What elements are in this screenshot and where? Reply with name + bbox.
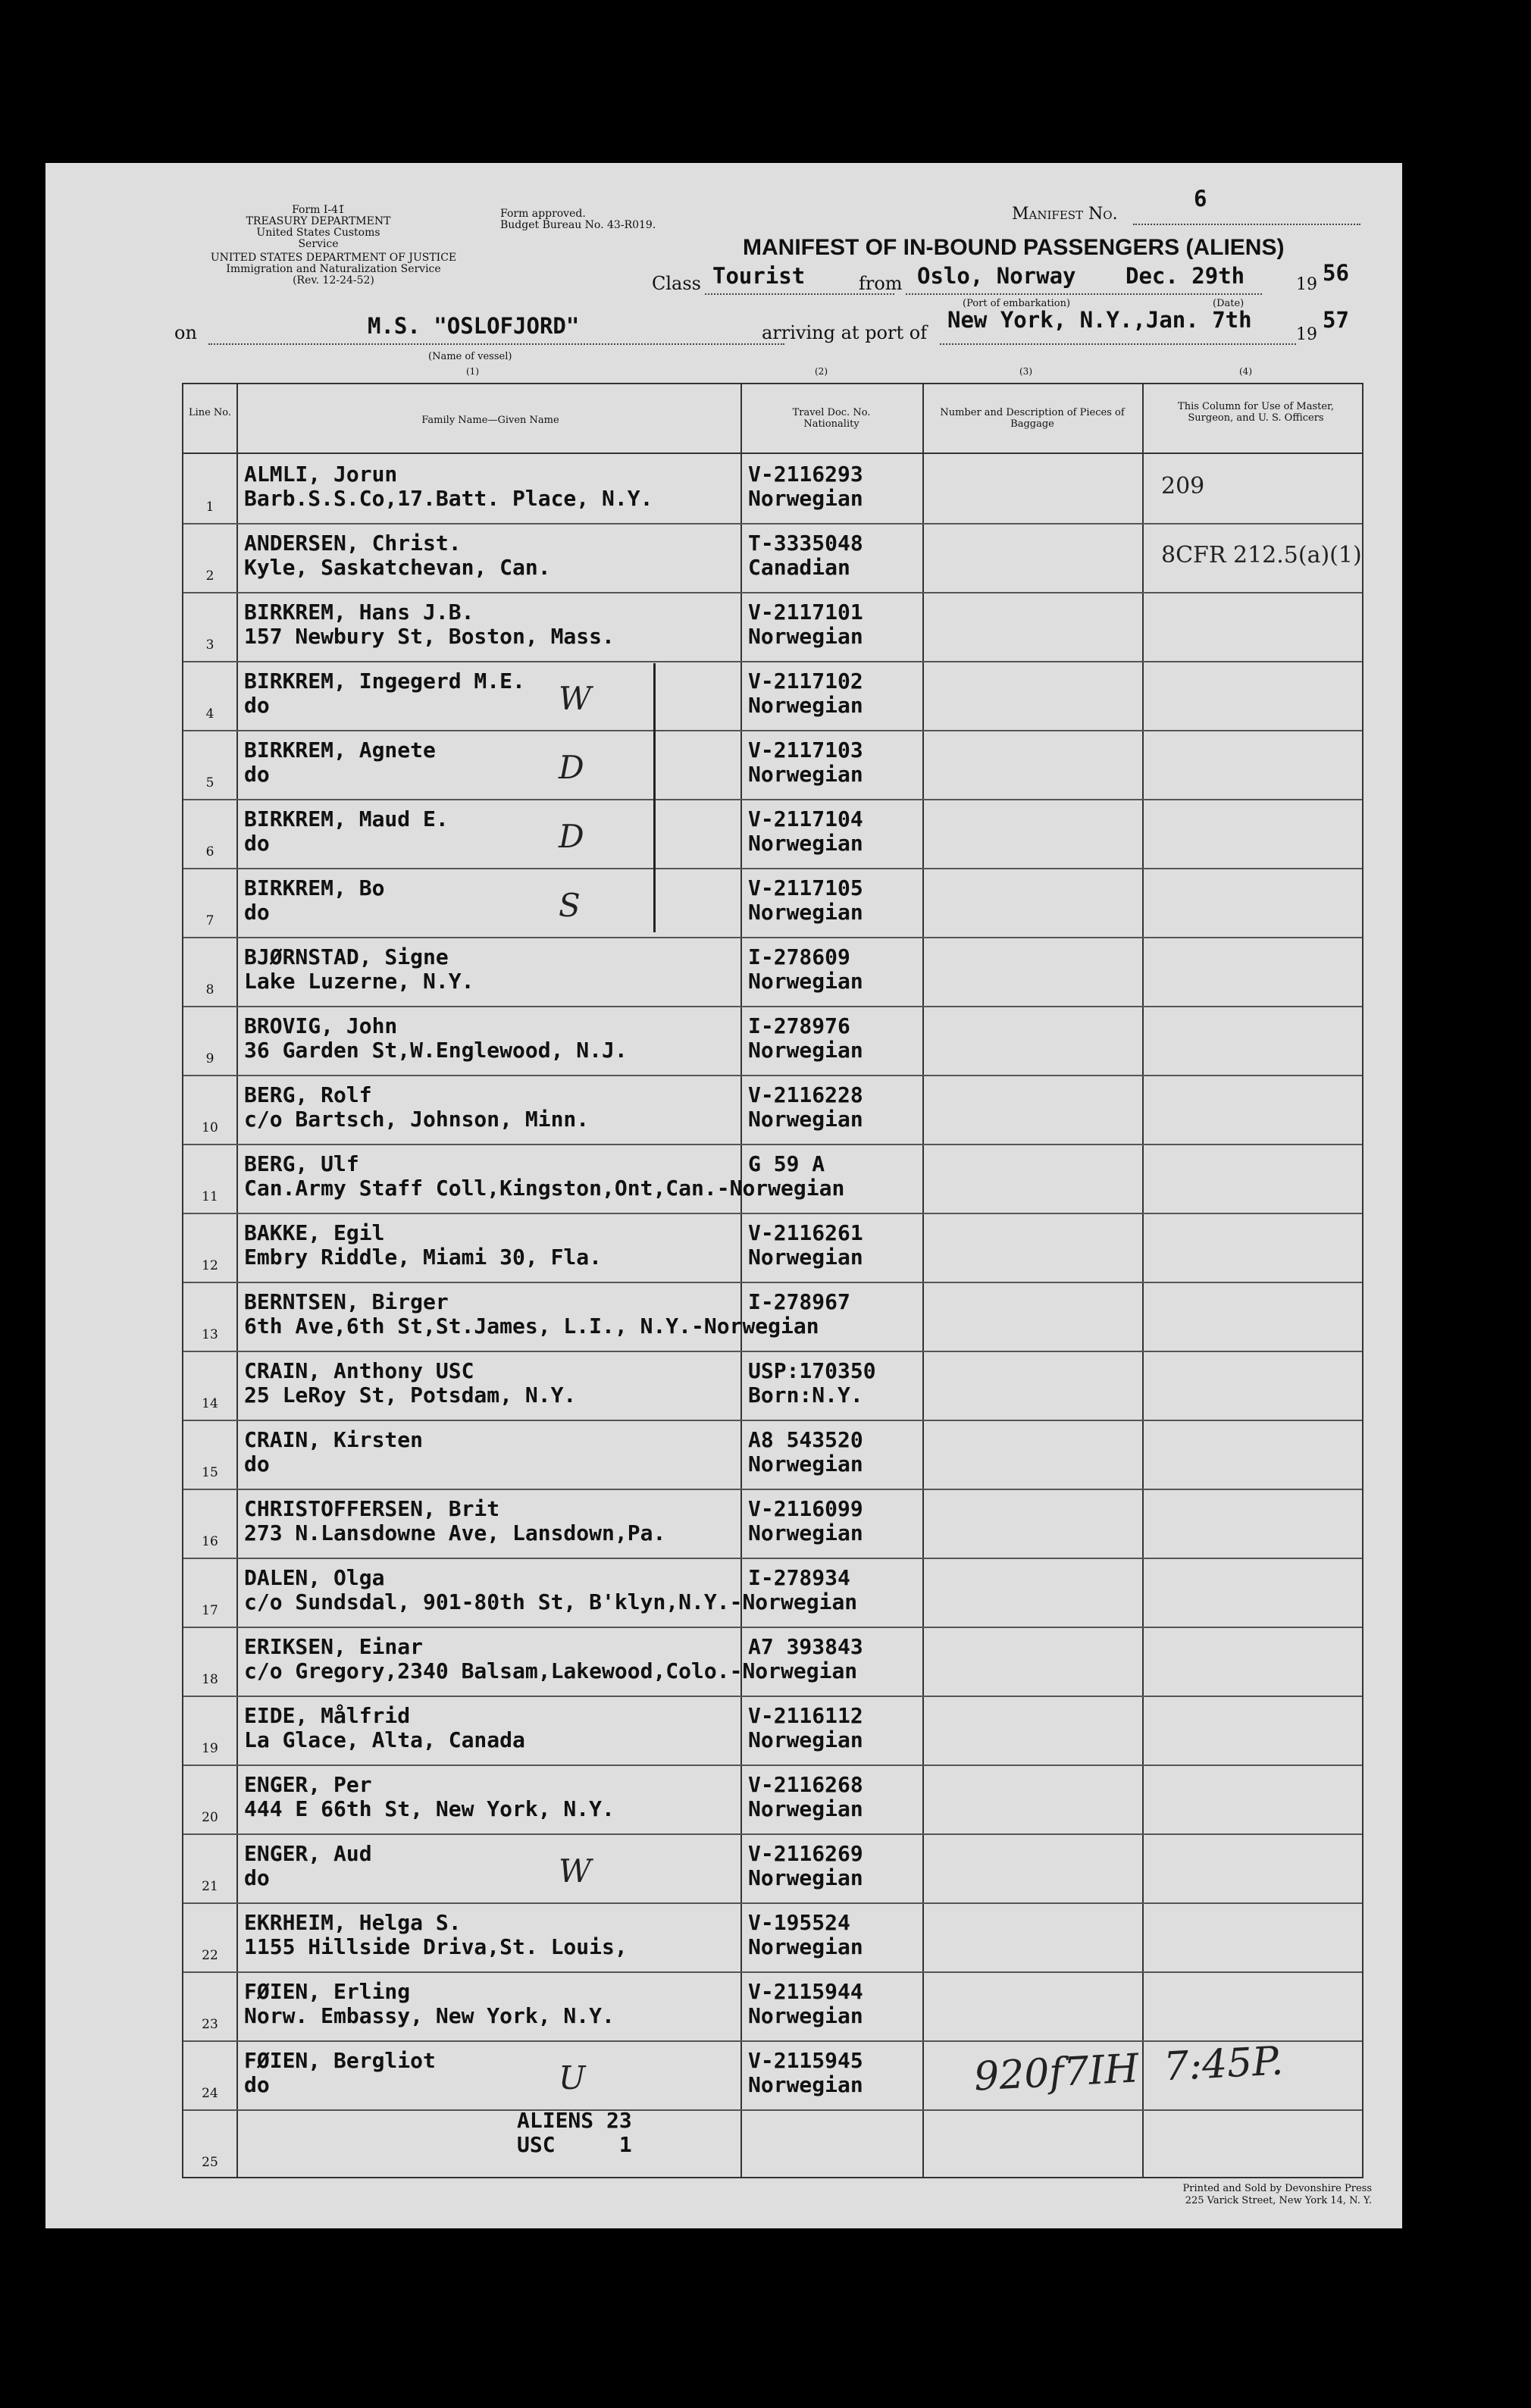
- nationality: Norwegian: [748, 1107, 863, 1132]
- nationality: Norwegian: [748, 2072, 863, 2097]
- passenger-address: do: [244, 1865, 270, 1890]
- nationality: Norwegian: [748, 1934, 863, 1959]
- passenger-address: La Glace, Alta, Canada: [244, 1727, 525, 1752]
- passenger-name: BIRKREM, Maud E.: [244, 806, 449, 831]
- passenger-name: ENGER, Per: [244, 1772, 372, 1797]
- arrival-port: New York, N.Y.,Jan. 7th: [947, 307, 1252, 333]
- travel-doc-number: V-2117104: [748, 806, 863, 831]
- nationality: Norwegian: [748, 1796, 863, 1821]
- nationality: Norwegian: [748, 900, 863, 925]
- col-num-1: (1): [466, 366, 479, 377]
- family-bracket: [653, 663, 656, 932]
- date-label: (Date): [1213, 298, 1245, 309]
- approval-line: Form approved.: [500, 208, 586, 220]
- passenger-address: Kyle, Saskatchevan, Can.: [244, 555, 551, 580]
- line-number: 15: [202, 1465, 218, 1480]
- travel-doc-number: V-2117103: [748, 737, 863, 762]
- passenger-address: 444 E 66th St, New York, N.Y.: [244, 1796, 615, 1821]
- handwritten-mark: W: [559, 1852, 592, 1890]
- nationality: Norwegian: [748, 1865, 863, 1890]
- from-value: Oslo, Norway: [917, 263, 1076, 289]
- passenger-name: ALMLI, Jorun: [244, 462, 398, 487]
- table-row: [183, 2109, 1362, 2178]
- passenger-table: [182, 383, 1363, 2178]
- travel-doc-number: V-2116268: [748, 1772, 863, 1797]
- col-header-baggage: Number and Description of Pieces of Baggage: [940, 407, 1125, 430]
- table-row: [183, 1282, 1362, 1352]
- passenger-name: FØIEN, Erling: [244, 1979, 411, 2004]
- table-row: [183, 937, 1362, 1007]
- line-number: 18: [202, 1672, 218, 1687]
- travel-doc-number: G 59 A: [748, 1151, 825, 1176]
- vessel-label: (Name of vessel): [428, 351, 512, 362]
- line-number: 23: [202, 2017, 218, 2032]
- travel-doc-number: V-2115944: [748, 1979, 863, 2004]
- line-number: 3: [205, 637, 214, 653]
- travel-doc-number: V-2116112: [748, 1703, 863, 1728]
- travel-doc-number: I-278967: [748, 1289, 850, 1314]
- passenger-name: BIRKREM, Bo: [244, 875, 385, 900]
- class-label: Class: [652, 273, 701, 294]
- table-row: [183, 661, 1362, 731]
- travel-doc-number: I-278976: [748, 1013, 850, 1038]
- passenger-address: c/o Bartsch, Johnson, Minn.: [244, 1107, 590, 1132]
- date-value: Dec. 29th: [1126, 263, 1245, 289]
- col-num-2: (2): [815, 366, 828, 377]
- passenger-address: Norw. Embassy, New York, N.Y.: [244, 2003, 615, 2028]
- table-row: [183, 1833, 1362, 1904]
- passenger-address: 157 Newbury St, Boston, Mass.: [244, 624, 615, 649]
- line-number: 2: [205, 568, 214, 584]
- passenger-address: Lake Luzerne, N.Y.: [244, 969, 474, 994]
- nationality: Norwegian: [748, 486, 863, 511]
- passenger-address: c/o Gregory,2340 Balsam,Lakewood,Colo.-Norwegian: [244, 1658, 858, 1683]
- line-number: 4: [205, 706, 214, 722]
- line-number: 7: [205, 913, 214, 928]
- passenger-address: 273 N.Lansdowne Ave, Lansdown,Pa.: [244, 1520, 666, 1545]
- passenger-name: DALEN, Olga: [244, 1565, 385, 1590]
- table-row: [183, 523, 1362, 593]
- passenger-name: CRAIN, Kirsten: [244, 1427, 424, 1452]
- table-row: [183, 592, 1362, 662]
- travel-doc-number: I-278609: [748, 944, 850, 969]
- on-label: on: [174, 322, 197, 343]
- nationality: Norwegian: [748, 1451, 863, 1476]
- line-number: 24: [202, 2086, 218, 2101]
- table-row: [183, 1902, 1362, 1973]
- travel-doc-number: V-2117105: [748, 875, 863, 900]
- passenger-address: 6th Ave,6th St,St.James, L.I., N.Y.-Norwegian: [244, 1314, 819, 1339]
- totals: [517, 2109, 632, 2157]
- dept-ins: Immigration and Naturalization Service: [226, 263, 441, 275]
- table-row: [183, 454, 1362, 524]
- passenger-address: do: [244, 693, 270, 718]
- table-row: [183, 1696, 1362, 1766]
- travel-doc-number: I-278934: [748, 1565, 850, 1590]
- col-header-line-no: Line No.: [188, 407, 232, 418]
- travel-doc-number: A7 393843: [748, 1634, 863, 1659]
- table-row: [183, 1213, 1362, 1283]
- table-row: [183, 1765, 1362, 1835]
- line-number: 20: [202, 1810, 218, 1825]
- passenger-name: ANDERSEN, Christ.: [244, 531, 462, 556]
- passenger-address: 1155 Hillside Driva,St. Louis,: [244, 1934, 628, 1959]
- nationality: Canadian: [748, 555, 850, 580]
- passenger-name: BIRKREM, Ingegerd M.E.: [244, 669, 525, 694]
- nationality: Norwegian: [748, 969, 863, 994]
- travel-doc-number: T-3335048: [748, 531, 863, 556]
- line-number: 16: [202, 1534, 218, 1549]
- travel-doc-number: V-2116269: [748, 1841, 863, 1866]
- table-row: [183, 730, 1362, 800]
- printer-line-2: 225 Varick Street, New York 14, N. Y.: [1185, 2195, 1372, 2206]
- nationality: Norwegian: [748, 762, 863, 787]
- class-value: Tourist: [712, 263, 806, 289]
- table-row: [183, 1420, 1362, 1490]
- line-number: 21: [202, 1879, 218, 1894]
- travel-doc-number: USP:170350: [748, 1358, 876, 1383]
- table-row: [183, 1971, 1362, 2042]
- printer-imprint: [1107, 2183, 1372, 2207]
- line-number: 8: [205, 982, 214, 997]
- table-row: [183, 1627, 1362, 1697]
- col-num-4: (4): [1239, 366, 1252, 377]
- passenger-name: BIRKREM, Hans J.B.: [244, 600, 474, 625]
- travel-doc-number: A8 543520: [748, 1427, 863, 1452]
- table-row: [183, 1006, 1362, 1076]
- rev-date: (Rev. 12-24-52): [293, 274, 374, 287]
- line-number: 19: [202, 1741, 218, 1756]
- travel-doc-number: V-2116228: [748, 1082, 863, 1107]
- vessel-name: M.S. "OSLOFJORD": [368, 313, 580, 339]
- handwritten-mark: U: [559, 2059, 586, 2096]
- passenger-address: Embry Riddle, Miami 30, Fla.: [244, 1245, 603, 1270]
- passenger-address: do: [244, 762, 270, 787]
- nationality: Norwegian: [748, 1038, 863, 1063]
- department: TREASURY DEPARTMENT: [246, 215, 391, 227]
- travel-doc-number: V-195524: [748, 1910, 850, 1935]
- passenger-address: do: [244, 1451, 270, 1476]
- handwritten-mark: S: [559, 887, 581, 924]
- aliens-count: 23: [606, 2108, 632, 2133]
- passenger-address: do: [244, 2072, 270, 2097]
- manifest-no-line: [1133, 224, 1360, 225]
- col-header-travel-doc: Travel Doc. No. Nationality: [792, 407, 871, 430]
- passenger-name: BROVIG, John: [244, 1013, 398, 1038]
- passenger-name: CHRISTOFFERSEN, Brit: [244, 1496, 500, 1521]
- travel-doc-number: V-2116261: [748, 1220, 863, 1245]
- dept-block: [171, 252, 496, 287]
- page-title: MANIFEST OF IN-BOUND PASSENGERS (ALIENS): [743, 235, 1285, 260]
- passenger-name: BJØRNSTAD, Signe: [244, 944, 449, 969]
- handwritten-mark: D: [559, 749, 584, 786]
- passenger-address: 36 Garden St,W.Englewood, N.J.: [244, 1038, 628, 1063]
- line-number: 13: [202, 1327, 218, 1342]
- passenger-address: Can.Army Staff Coll,Kingston,Ont,Can.-Norwegian: [244, 1176, 845, 1201]
- arrival-year-prefix: 19: [1296, 325, 1317, 344]
- travel-doc-number: V-2117101: [748, 600, 863, 625]
- table-row: [183, 1144, 1362, 1214]
- passenger-name: EIDE, Målfrid: [244, 1703, 411, 1728]
- budget-line: Budget Bureau No. 43-R019.: [500, 219, 656, 231]
- passenger-name: BERNTSEN, Birger: [244, 1289, 449, 1314]
- col-num-3: (3): [1019, 366, 1032, 377]
- aliens-label: ALIENS: [517, 2108, 594, 2133]
- vessel-line: [208, 343, 784, 345]
- nationality: Norwegian: [748, 1727, 863, 1752]
- from-label: from: [859, 273, 903, 294]
- nationality: Norwegian: [748, 1245, 863, 1270]
- passenger-name: BERG, Rolf: [244, 1082, 372, 1107]
- table-row: [183, 1075, 1362, 1145]
- passenger-name: ENGER, Aud: [244, 1841, 372, 1866]
- approval-block: [500, 208, 690, 231]
- usc-count: 1: [618, 2132, 632, 2157]
- passenger-name: FØIEN, Bergliot: [244, 2048, 436, 2073]
- nationality: Norwegian: [748, 624, 863, 649]
- nationality: Norwegian: [748, 831, 863, 856]
- travel-doc-number: V-2117102: [748, 669, 863, 694]
- passenger-address: do: [244, 831, 270, 856]
- passenger-name: BAKKE, Egil: [244, 1220, 385, 1245]
- port-embark-label: (Port of embarkation): [963, 298, 1071, 309]
- officer-note: 8CFR 212.5(a)(1): [1161, 542, 1362, 568]
- passenger-name: ERIKSEN, Einar: [244, 1634, 424, 1659]
- passenger-address: c/o Sundsdal, 901-80th St, B'klyn,N.Y.-Norwegian: [244, 1589, 858, 1614]
- col-header-officers: This Column for Use of Master, Surgeon, and U. S. Officers: [1178, 401, 1334, 424]
- handwritten-mark: D: [559, 818, 584, 855]
- printer-line-1: Printed and Sold by Devonshire Press: [1182, 2183, 1372, 2194]
- passenger-address: do: [244, 900, 270, 925]
- officer-note: 209: [1161, 473, 1205, 499]
- handwritten-mark: W: [559, 680, 592, 717]
- passenger-address: Barb.S.S.Co,17.Batt. Place, N.Y.: [244, 486, 653, 511]
- manifest-no-label: Manifest No.: [1012, 205, 1118, 224]
- arriving-label: arriving at port of: [762, 322, 928, 343]
- travel-doc-number: V-2115945: [748, 2048, 863, 2073]
- manifest-no: 6: [1194, 186, 1207, 211]
- year-prefix: 19: [1296, 275, 1317, 294]
- col-header-name: Family Name—Given Name: [421, 415, 559, 426]
- line-number: 5: [205, 775, 214, 791]
- table-row: [183, 1351, 1362, 1421]
- handwritten-annotation: 920f7IH 7:45P.: [972, 2038, 1285, 2100]
- table-row: [183, 868, 1362, 938]
- line-number: 11: [202, 1189, 218, 1204]
- year-value: 56: [1323, 260, 1349, 286]
- passenger-address: 25 LeRoy St, Potsdam, N.Y.: [244, 1382, 577, 1408]
- travel-doc-number: V-2116293: [748, 462, 863, 487]
- nationality: Born:N.Y.: [748, 1382, 863, 1408]
- table-row: [183, 799, 1362, 869]
- line-number: 22: [202, 1948, 218, 1963]
- nationality: Norwegian: [748, 2003, 863, 2028]
- from-line: [906, 293, 1262, 295]
- passenger-name: BIRKREM, Agnete: [244, 737, 436, 762]
- dept-justice: UNITED STATES DEPARTMENT OF JUSTICE: [210, 252, 457, 264]
- usc-label: USC: [517, 2132, 556, 2157]
- table-row: [183, 1558, 1362, 1628]
- line-number: 17: [202, 1603, 218, 1618]
- passenger-name: BERG, Ulf: [244, 1151, 359, 1176]
- passenger-name: CRAIN, Anthony USC: [244, 1358, 474, 1383]
- nationality: Norwegian: [748, 693, 863, 718]
- passenger-name: EKRHEIM, Helga S.: [244, 1910, 462, 1935]
- line-number: 9: [205, 1051, 214, 1066]
- nationality: Norwegian: [748, 1520, 863, 1545]
- form-number: Form I-41̆: [292, 204, 345, 216]
- line-number: 25: [202, 2155, 218, 2170]
- line-number: 6: [205, 844, 214, 860]
- arrival-year: 57: [1323, 307, 1349, 333]
- line-number: 12: [202, 1258, 218, 1273]
- line-number: 14: [202, 1396, 218, 1411]
- service: United States Customs Service: [256, 227, 380, 250]
- line-number: 1: [205, 499, 214, 515]
- arrival-line: [940, 343, 1296, 345]
- travel-doc-number: V-2116099: [748, 1496, 863, 1521]
- form-id-block: [243, 205, 394, 250]
- table-row: [183, 1489, 1362, 1559]
- line-number: 10: [202, 1120, 218, 1135]
